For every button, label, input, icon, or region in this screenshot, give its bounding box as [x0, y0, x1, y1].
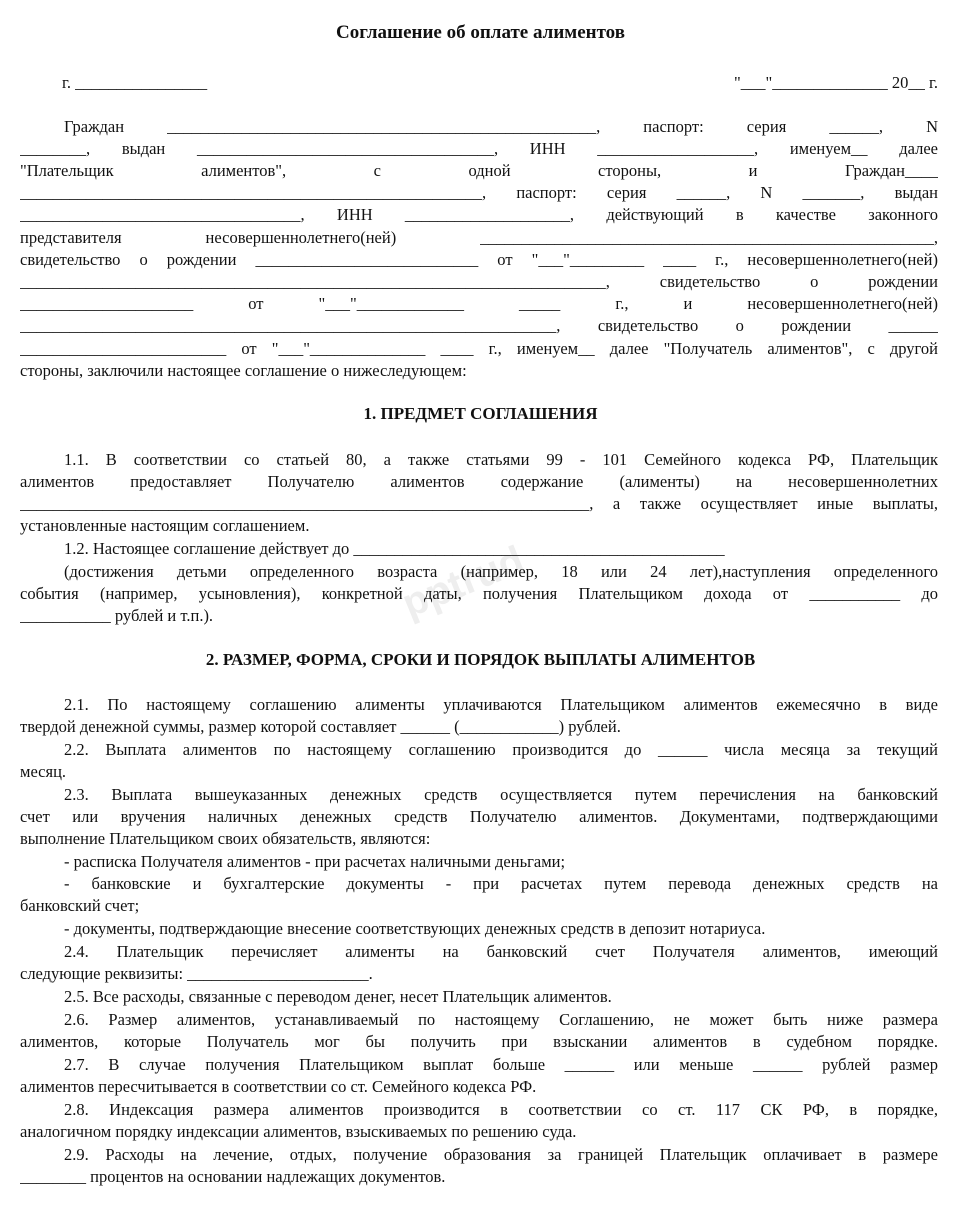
- section2-line: банковский счет;: [20, 896, 140, 915]
- section1-line: 1.1. В соответствии со статьей 80, а также статьями 99 - 101 Семейного кодекса РФ, Плательщик: [64, 450, 938, 469]
- header-date: "___"______________ 20__ г.: [733, 73, 938, 92]
- section2-line: следующие реквизиты: ______________________.: [20, 964, 373, 983]
- parties-line: _________________________________________________________________, свидетельство о рождении ______: [20, 316, 938, 335]
- section1-line: установленные настоящим соглашением.: [20, 516, 310, 535]
- section1-line: (достижения детьми определенного возраста (например, 18 или 24 лет),наступления определенного: [64, 562, 938, 581]
- section2-line: 2.5. Все расходы, связанные с переводом денег, несет Плательщик алиментов.: [64, 987, 612, 1006]
- section2-line: 2.8. Индексация размера алиментов производится в соответствии со ст. 117 СК РФ, в порядке,: [64, 1100, 938, 1119]
- section1-line: _____________________________________________________________________, а также осуществляет иные выплаты,: [20, 494, 938, 513]
- section2-line: - расписка Получателя алиментов - при расчетах наличными деньгами;: [64, 852, 566, 871]
- section2-line: месяц.: [20, 762, 67, 781]
- header-place: г. ________________: [62, 73, 208, 92]
- section2-line: 2.6. Размер алиментов, устанавливаемый по настоящему Соглашению, не может быть ниже размера: [64, 1010, 938, 1029]
- section2-line: выполнение Плательщиком своих обязательств, являются:: [20, 829, 431, 848]
- document-title: Соглашение об оплате алиментов: [336, 22, 625, 43]
- watermark: pptrud: [396, 537, 531, 627]
- parties-line: "Плательщик алиментов", с одной стороны, и Граждан____: [20, 161, 938, 180]
- section2-line: твердой денежной суммы, размер которой составляет ______ (____________) рублей.: [20, 717, 621, 736]
- section2-line: 2.9. Расходы на лечение, отдых, получение образования за границей Плательщик оплачивает в размере: [64, 1145, 938, 1164]
- parties-line: _________________________ от "___"______________ ____ г., именуем__ далее "Получатель алиментов", с другой: [20, 339, 938, 358]
- section2-line: - документы, подтверждающие внесение соответствующих денежных средств в депозит нотариуса.: [64, 919, 766, 938]
- section2-line: алиментов, которые Получатель мог бы получить при взыскании алиментов в судебном порядке.: [20, 1032, 938, 1051]
- parties-line: стороны, заключили настоящее соглашение о нижеследующем:: [20, 361, 467, 380]
- section2-line: 2.2. Выплата алиментов по настоящему соглашению производится до ______ числа месяца за текущий: [64, 740, 938, 759]
- parties-line: __________________________________, ИНН ____________________, действующий в качестве законного: [20, 205, 938, 224]
- section2-line: - банковские и бухгалтерские документы - при расчетах путем перевода денежных средств на: [64, 874, 938, 893]
- parties-line: Граждан ____________________________________________________, паспорт: серия ______, N: [64, 117, 938, 136]
- section2-line: 2.4. Плательщик перечисляет алименты на банковский счет Получателя алиментов, имеющий: [64, 942, 938, 961]
- section2-line: счет или вручения наличных денежных средств Получателю алиментов. Документами, подтверждающими: [20, 807, 938, 826]
- section2-line: аналогичном порядку индексации алиментов, взыскиваемых по решению суда.: [20, 1122, 577, 1141]
- section-heading: 2. РАЗМЕР, ФОРМА, СРОКИ И ПОРЯДОК ВЫПЛАТЫ АЛИМЕНТОВ: [205, 650, 756, 669]
- section1-line: алиментов предоставляет Получателю алиментов содержание (алименты) на несовершеннолетних: [20, 472, 938, 491]
- parties-line: представителя несовершеннолетнего(ней) _______________________________________________________,: [20, 228, 938, 247]
- section2-line: 2.7. В случае получения Плательщиком выплат больше ______ или меньше ______ рублей размер: [64, 1055, 938, 1074]
- section2-line: алиментов пересчитывается в соответствии со ст. Семейного кодекса РФ.: [20, 1077, 537, 1096]
- parties-line: ________, выдан ____________________________________, ИНН ___________________, именуем__ далее: [20, 139, 938, 158]
- parties-line: _____________________ от "___"_____________ _____ г., и несовершеннолетнего(ней): [20, 294, 938, 313]
- section1-line: ___________ рублей и т.п.).: [20, 606, 214, 625]
- section-heading: 1. ПРЕДМЕТ СОГЛАШЕНИЯ: [363, 404, 598, 423]
- parties-line: _______________________________________________________________________, свидетельство о рождении: [20, 272, 938, 291]
- parties-line: свидетельство о рождении ___________________________ от "___"_________ ____ г., несовершеннолетнего(ней): [20, 250, 938, 269]
- section2-line: 2.1. По настоящему соглашению алименты уплачиваются Плательщиком алиментов ежемесячно в виде: [64, 695, 938, 714]
- parties-line: ________________________________________________________, паспорт: серия ______, N _______, выдан: [20, 183, 938, 202]
- section1-line: события (например, усыновления), конкретной даты, получения Плательщиком дохода от ___________ до: [20, 584, 938, 603]
- section1-line: 1.2. Настоящее соглашение действует до _____________________________________________: [64, 539, 725, 558]
- section2-line: ________ процентов на основании надлежащих документов.: [20, 1167, 446, 1186]
- section2-line: 2.3. Выплата вышеуказанных денежных средств осуществляется путем перечисления на банковский: [64, 785, 938, 804]
